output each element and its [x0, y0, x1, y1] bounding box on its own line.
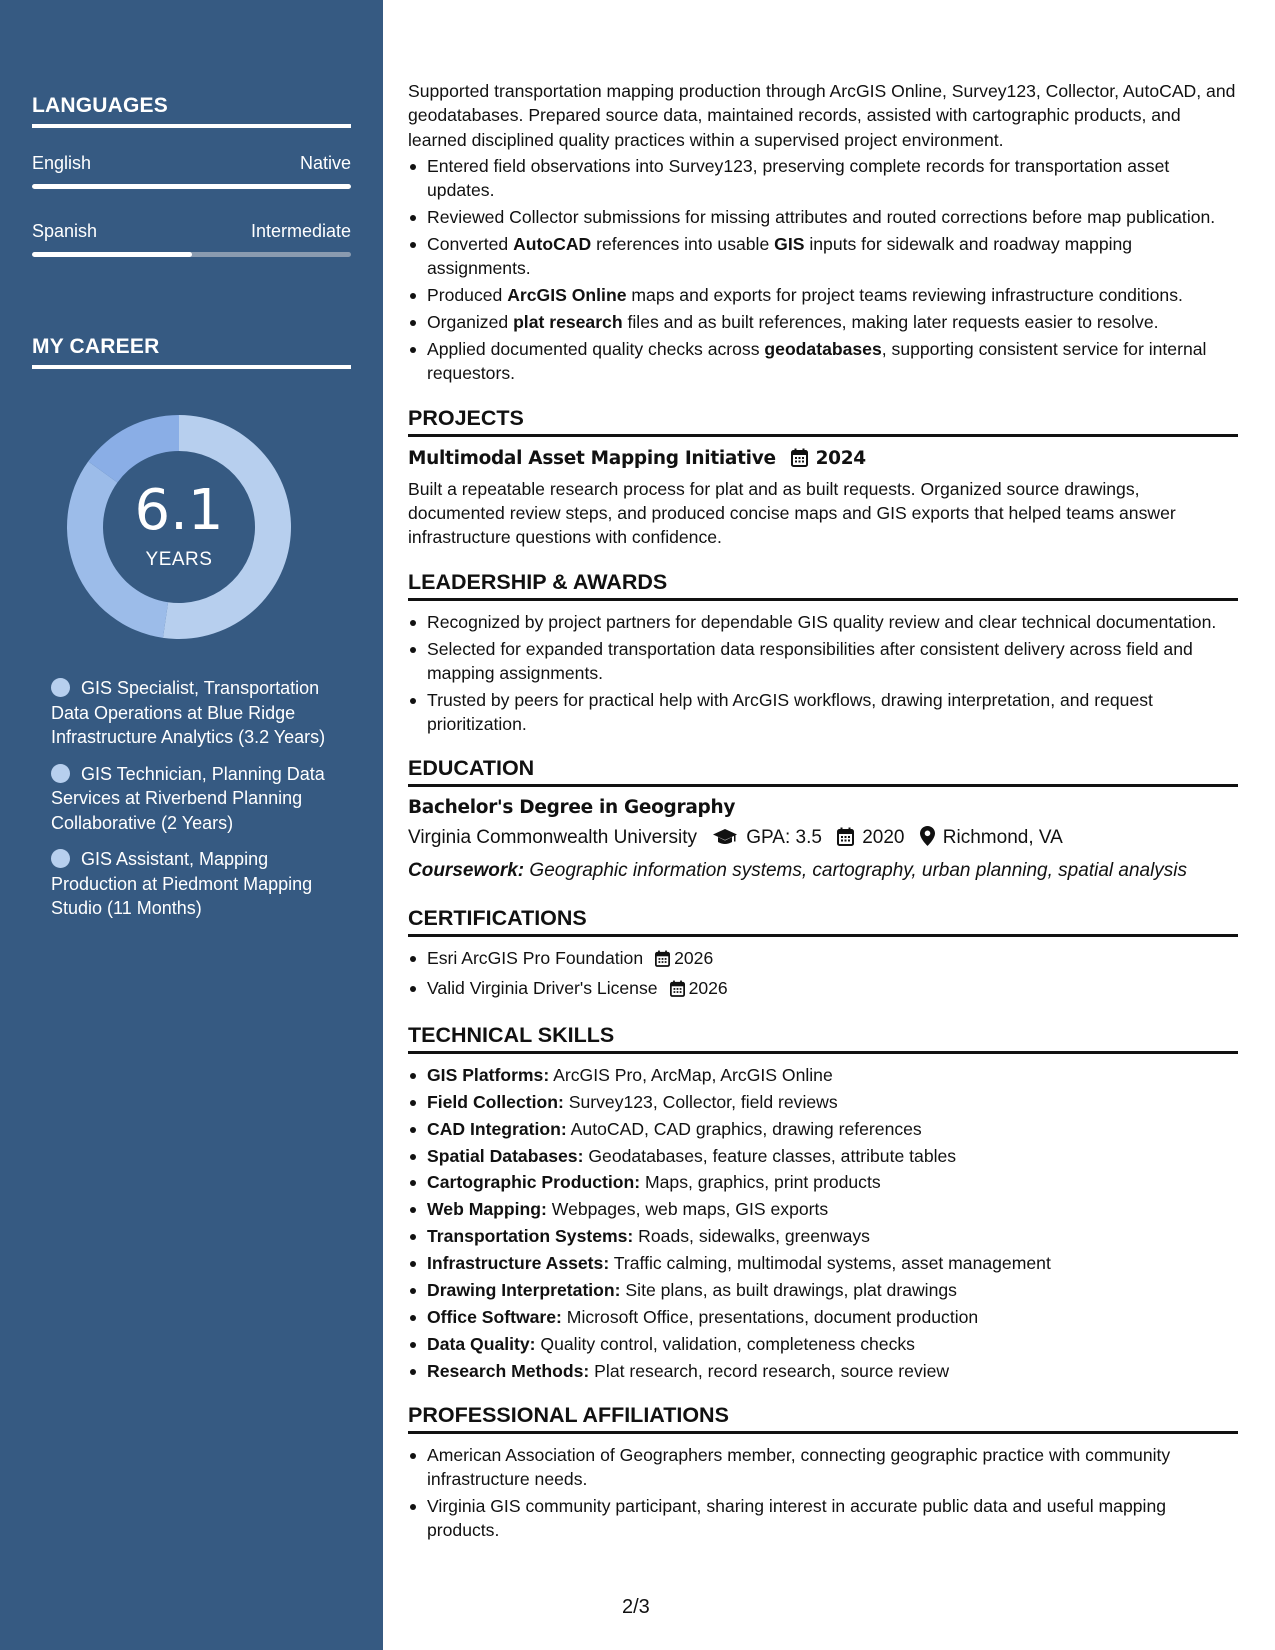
skill-item — [408, 1197, 1238, 1221]
skill-value: Plat research, record research, source review — [589, 1360, 950, 1381]
skill-label: CAD Integration: — [427, 1118, 567, 1139]
skill-label: Data Quality: — [427, 1333, 536, 1354]
experience-bullet — [408, 310, 1238, 334]
skill-label: Drawing Interpretation: — [427, 1280, 621, 1300]
skill-item — [408, 1305, 1238, 1329]
university-name: Virginia Commonwealth University — [408, 826, 697, 848]
graduation-year: 2020 — [862, 826, 905, 848]
career-years-label: YEARS — [145, 549, 213, 570]
bullet-bold: ArcGIS Online — [507, 285, 627, 306]
coursework-text: Geographic information systems, cartography, urban planning, spatial analysis — [524, 859, 1188, 881]
skill-value: Site plans, as built drawings, plat drawings — [620, 1280, 957, 1300]
project-name: Multimodal Asset Mapping Initiative — [408, 447, 776, 469]
skill-item — [408, 1117, 1238, 1141]
skill-item — [408, 1144, 1238, 1168]
language-name: English — [32, 153, 92, 173]
affiliation-item: American Association of Geographers member, connecting geographic practice with community infrastructure needs. — [408, 1443, 1238, 1492]
skill-item — [408, 1359, 1238, 1383]
certification-name: Esri ArcGIS Pro Foundation — [427, 947, 644, 968]
bullet-text: maps and exports for project teams reviewing infrastructure conditions. — [626, 285, 1183, 306]
certifications-heading: CERTIFICATIONS — [408, 904, 1238, 937]
bullet-bold: AutoCAD — [513, 233, 592, 254]
certification-name: Valid Virginia Driver's License — [427, 977, 658, 998]
bullet-text: references into usable — [591, 233, 775, 254]
skill-value: Geodatabases, feature classes, attribute tables — [583, 1145, 957, 1166]
career-donut-chart — [67, 415, 291, 639]
bullet-dot-icon — [51, 764, 70, 783]
calendar-icon — [655, 949, 670, 973]
career-item-text: GIS Assistant, Mapping Production at Piedmont Mapping Studio (11 Months) — [51, 849, 313, 918]
career-item — [51, 676, 331, 750]
sidebar — [0, 0, 383, 1650]
affiliations-heading: PROFESSIONAL AFFILIATIONS — [408, 1401, 1238, 1434]
experience-bullets — [408, 154, 1238, 386]
leadership-item: Trusted by peers for practical help with ArcGIS workflows, drawing interpretation, and request prioritization. — [408, 688, 1238, 737]
bullet-text: , supporting consistent service for internal requestors. — [427, 338, 1207, 384]
career-item — [51, 762, 331, 836]
career-item-text: GIS Technician, Planning Data Services at Riverbend Planning Collaborative (2 Years) — [51, 763, 325, 833]
affiliation-item: Virginia GIS community participant, sharing interest in accurate public data and useful mapping products. — [408, 1494, 1238, 1543]
skill-label: Cartographic Production: — [427, 1172, 641, 1193]
project-header — [408, 446, 1238, 473]
skill-label: Field Collection: — [427, 1091, 564, 1112]
bullet-text: Entered field observations into Survey123, preserving complete records for transportation asset updates. — [427, 155, 1170, 201]
certification-item — [408, 946, 1238, 973]
gpa: GPA: 3.5 — [746, 826, 822, 848]
language-name: Spanish — [32, 221, 98, 241]
bullet-bold: geodatabases — [764, 338, 882, 359]
skill-label: Infrastructure Assets: — [427, 1253, 610, 1274]
skill-value: Microsoft Office, presentations, document production — [561, 1306, 979, 1327]
bullet-text: Produced — [427, 285, 508, 306]
project-year: 2024 — [815, 447, 866, 469]
bullet-dot-icon — [51, 849, 70, 868]
leadership-item: Selected for expanded transportation data responsibilities after consistent delivery across field and mapping assignments. — [408, 637, 1238, 686]
leadership-heading: LEADERSHIP & AWARDS — [408, 568, 1238, 601]
bullet-text: inputs for sidewalk and roadway mapping assignments. — [427, 233, 1133, 279]
skill-label: Research Methods: — [427, 1360, 590, 1381]
bullet-bold: plat research — [513, 312, 623, 333]
skill-item — [408, 1170, 1238, 1194]
experience-bullet — [408, 337, 1238, 386]
calendar-icon — [791, 448, 808, 473]
skill-value: Quality control, validation, completeness checks — [535, 1333, 915, 1354]
experience-bullet — [408, 283, 1238, 307]
language-proficiency-fill — [32, 184, 351, 189]
career-item — [51, 847, 331, 921]
skill-label: Transportation Systems: — [427, 1226, 634, 1247]
main-content — [408, 79, 1238, 1545]
education-location: Richmond, VA — [942, 826, 1063, 848]
languages-heading: LANGUAGES — [32, 94, 351, 128]
skill-item — [408, 1224, 1238, 1248]
skills-list — [408, 1063, 1238, 1383]
affiliations-list — [408, 1443, 1238, 1543]
experience-bullet — [408, 205, 1238, 229]
calendar-icon — [670, 979, 685, 1003]
bullet-text: Reviewed Collector submissions for missing attributes and routed corrections before map publication. — [427, 207, 1216, 228]
bullet-bold: GIS — [774, 233, 805, 254]
projects-heading: PROJECTS — [408, 404, 1238, 437]
career-item-text: GIS Specialist, Transportation Data Operations at Blue Ridge Infrastructure Analytics (3.2 Years) — [51, 678, 326, 747]
education-heading: EDUCATION — [408, 754, 1238, 787]
language-proficiency-bar — [32, 184, 351, 189]
certifications-list — [408, 946, 1238, 1003]
experience-bullet — [408, 232, 1238, 281]
skill-value: Traffic calming, multimodal systems, asset management — [609, 1253, 1051, 1274]
skill-item — [408, 1332, 1238, 1356]
bullet-text: files and as built references, making later requests easier to resolve. — [622, 312, 1159, 333]
bullet-dot-icon — [51, 678, 70, 697]
skill-value: Webpages, web maps, GIS exports — [546, 1199, 829, 1220]
skill-item — [408, 1278, 1238, 1302]
leadership-list — [408, 610, 1238, 737]
language-proficiency-fill — [32, 252, 192, 257]
education-details — [408, 823, 1238, 856]
language-proficiency-bar — [32, 252, 351, 257]
skill-value: AutoCAD, CAD graphics, drawing references — [566, 1118, 922, 1139]
skills-heading: TECHNICAL SKILLS — [408, 1021, 1238, 1054]
skill-label: GIS Platforms: — [427, 1064, 550, 1085]
coursework-label: Coursework: — [408, 859, 525, 881]
location-pin-icon — [920, 826, 935, 856]
leadership-item: Recognized by project partners for dependable GIS quality review and clear technical documentation. — [408, 610, 1238, 634]
bullet-text: Applied documented quality checks across — [427, 338, 765, 359]
skill-value: Roads, sidewalks, greenways — [633, 1226, 870, 1247]
project-description: Built a repeatable research process for plat and as built requests. Organized source drawings, documented review steps, and produced concise maps and GIS exports that helped teams answer infrastructure questions with confidence. — [408, 478, 1176, 548]
certification-item — [408, 976, 1238, 1003]
calendar-icon — [837, 826, 854, 856]
skill-item — [408, 1090, 1238, 1114]
degree-title: Bachelor's Degree in Geography — [408, 797, 736, 819]
experience-summary: Supported transportation mapping production through ArcGIS Online, Survey123, Collector, AutoCAD, and geodatabases. Prepared source data, maintained records, assisted with cartographic products, and learned disciplined quality practices within a supervised project environment. — [408, 81, 1236, 150]
language-level: Intermediate — [250, 221, 351, 241]
experience-bullet — [408, 154, 1238, 203]
bullet-text: Organized — [427, 312, 514, 333]
graduation-cap-icon — [712, 826, 738, 856]
language-row-spanish — [32, 221, 351, 242]
career-heading: MY CAREER — [32, 335, 351, 369]
skill-label: Web Mapping: — [427, 1199, 547, 1220]
skill-label: Spatial Databases: — [427, 1145, 584, 1166]
skill-value: ArcGIS Pro, ArcMap, ArcGIS Online — [549, 1064, 833, 1085]
career-list — [51, 676, 331, 933]
page-number: 2/3 — [622, 1596, 650, 1618]
skill-value: Maps, graphics, print products — [640, 1172, 881, 1193]
certification-year: 2026 — [674, 947, 714, 968]
career-total-years: 6.1 — [134, 478, 224, 543]
coursework — [408, 856, 1238, 886]
skill-label: Office Software: — [427, 1306, 562, 1327]
skill-value: Survey123, Collector, field reviews — [563, 1091, 838, 1112]
skill-item — [408, 1251, 1238, 1275]
language-level: Native — [299, 153, 351, 173]
skill-item — [408, 1063, 1238, 1087]
language-row-english — [32, 153, 351, 174]
bullet-text: Converted — [427, 233, 514, 254]
donut-center — [67, 415, 291, 639]
certification-year: 2026 — [688, 977, 728, 998]
